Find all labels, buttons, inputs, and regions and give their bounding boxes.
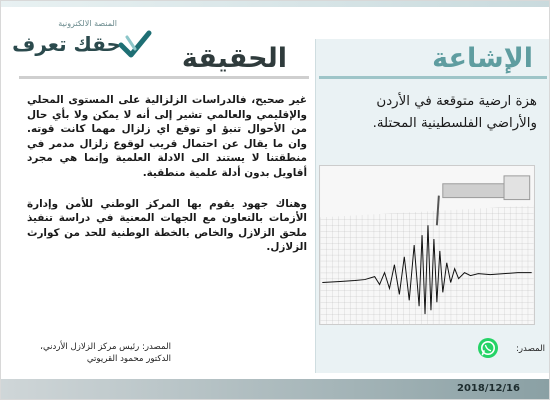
top-stripe bbox=[1, 1, 550, 7]
truth-source-line-2: الدكتور محمود القريوتي bbox=[86, 354, 171, 364]
seismograph-image bbox=[319, 165, 535, 325]
whatsapp-icon bbox=[477, 337, 499, 359]
rumor-title: الإشاعة bbox=[432, 43, 533, 74]
truth-source bbox=[31, 341, 171, 365]
publish-date: 2018/12/16 bbox=[457, 383, 520, 394]
truth-title: الحقيقة bbox=[181, 43, 287, 74]
truth-paragraph-2: وهناك جهود يقوم بها المركز الوطني للأمن وإدارة الأزمات بالتعاون مع الجهات المعنية في دراسة تنفيذ ملحق الزلازل والخاص بالخطة الوطنية للحد من كوارث الزلازل. bbox=[27, 197, 307, 254]
rumor-source-label: المصدر: bbox=[516, 344, 545, 354]
truth-source-line-1: المصدر: رئيس مركز الزلازل الأردني، bbox=[40, 342, 171, 352]
logo-subtitle: المنصة الالكترونية bbox=[58, 19, 117, 28]
truth-paragraph-1: غير صحيح، فالدراسات الزلزالية على المستوى المحلي والإقليمي والعالمي تشير إلى أنه لا يمكن ولا بأي حال من الأحوال تنبؤ او توقع اي زلزال مهما كانت قوته. وان ما يقال عن احتمال قريب لوقوع زلزال مدمر في منطقتنا لا يستند الى الادلة العلمية وإنما هي مجرد أقاويل بدون أدلة علمية منطقية. bbox=[27, 94, 307, 179]
footer-bar bbox=[1, 379, 550, 400]
rumor-text: هزة ارضية متوقعة في الأردن والأراضي الفلسطينية المحتلة. bbox=[372, 94, 537, 131]
logo-name: حقك تعرف bbox=[12, 32, 121, 56]
rumor-header bbox=[319, 41, 547, 79]
truth-header bbox=[19, 41, 309, 79]
truth-body bbox=[27, 93, 307, 271]
